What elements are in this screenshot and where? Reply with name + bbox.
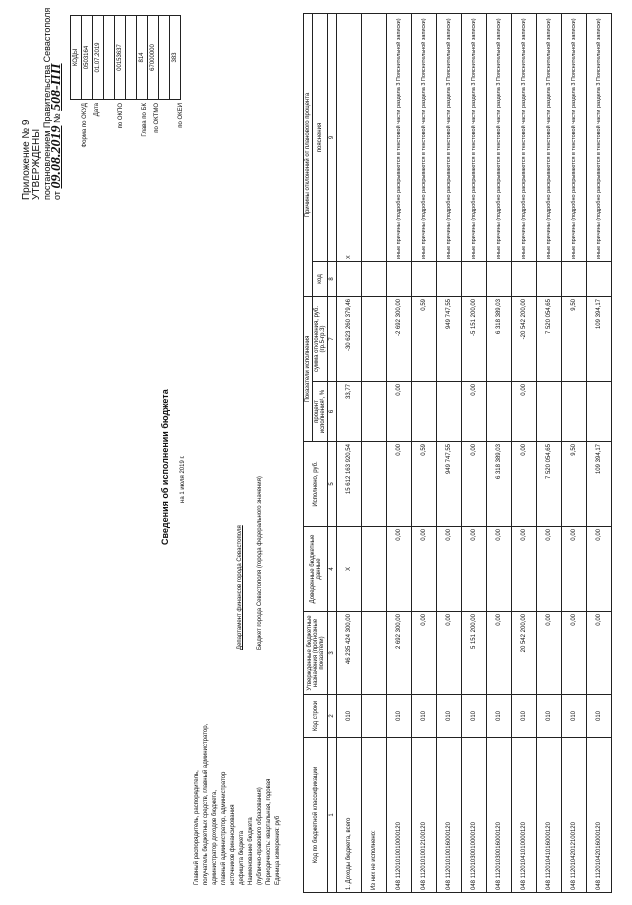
cell-brought: 0,00 xyxy=(587,527,612,612)
column-number: 8 xyxy=(328,262,337,297)
column-number: 9 xyxy=(328,14,337,262)
cell-rexpl: иные причины (подробно раскрываются в текстовой части раздела 3 Пояснительной записки) xyxy=(462,14,487,262)
cell-rcode xyxy=(487,262,512,297)
cell-executed: 949 747,55 xyxy=(437,442,462,527)
cell-brought: 0,00 xyxy=(412,527,437,612)
col-indicators-header: Показатели исполнения xyxy=(304,297,313,442)
cell-code: 048 11201041016000120 xyxy=(537,738,562,893)
cell-dev: 9,50 xyxy=(562,297,587,382)
cell-rexpl: иные причины (подробно раскрываются в текстовой части раздела 3 Пояснительной записки) xyxy=(562,14,587,262)
cell-rcode xyxy=(512,262,537,297)
col-pct-header: процент исполнения¹, % xyxy=(313,382,328,442)
cell-line: 010 xyxy=(437,695,462,738)
cell-rexpl: иные причины (подробно раскрываются в текстовой части раздела 3 Пояснительной записки) xyxy=(537,14,562,262)
column-number: 1 xyxy=(328,738,337,893)
cell-line: 010 xyxy=(512,695,537,738)
cell-approved: 0,00 xyxy=(487,612,512,695)
execution-table xyxy=(303,13,612,893)
cell-rcode xyxy=(437,262,462,297)
cell-dev: 7 520 054,65 xyxy=(537,297,562,382)
code-label: Глава по БК xyxy=(142,103,148,137)
header-label-line: источников финансирования xyxy=(230,804,236,885)
col-brought-header: Доведенные бюджетные данные xyxy=(304,527,328,612)
cell-approved: 46 235 424 300,00 xyxy=(337,612,362,695)
header-label-line: администратор доходов бюджета, xyxy=(212,789,218,885)
cell-rcode xyxy=(412,262,437,297)
cell-approved: 5 151 200,00 xyxy=(462,612,487,695)
cell-brought xyxy=(362,527,387,612)
cell-pct xyxy=(362,382,387,442)
table-row xyxy=(337,14,362,893)
col-executed-header: Исполнено, руб. xyxy=(304,442,328,527)
cell-pct xyxy=(587,382,612,442)
date-prefix: от xyxy=(52,191,62,200)
cell-brought: 0,00 xyxy=(462,527,487,612)
approval-date-line xyxy=(49,8,64,200)
cell-dev: -2 692 300,00 xyxy=(387,297,412,382)
cell-line: 010 xyxy=(337,695,362,738)
document-title: Сведения об исполнении бюджета xyxy=(160,389,170,545)
cell-executed: 0,00 xyxy=(387,442,412,527)
approved-label: УТВЕРЖДЕНЫ xyxy=(31,128,42,200)
table-row xyxy=(587,14,612,893)
cell-pct: 0,00 xyxy=(387,382,412,442)
cell-pct xyxy=(412,382,437,442)
cell-approved: 20 542 200,00 xyxy=(512,612,537,695)
table-row xyxy=(362,14,387,893)
cell-brought: 0,00 xyxy=(562,527,587,612)
col-line-header: Код строки xyxy=(304,695,328,738)
cell-executed xyxy=(362,442,387,527)
cell-line: 010 xyxy=(487,695,512,738)
table-row xyxy=(512,14,537,893)
column-number: 7 xyxy=(328,297,337,382)
col-approved-header: Утвержденные бюджетные назначения (прогнозные показатели) xyxy=(304,612,328,695)
header-label-line: Единица измерения: руб xyxy=(275,815,281,885)
column-number: 4 xyxy=(328,527,337,612)
cell-line: 010 xyxy=(587,695,612,738)
cell-pct xyxy=(537,382,562,442)
cell-brought: 0,00 xyxy=(487,527,512,612)
cell-dev: -30 623 260 379,46 xyxy=(337,297,362,382)
cell-approved: 0,00 xyxy=(412,612,437,695)
cell-rcode xyxy=(337,262,362,297)
col-reasons-header: Причины отклонений от планового процента xyxy=(304,14,313,297)
code-value: 0503164 xyxy=(82,16,93,100)
cell-rexpl: иные причины (подробно раскрываются в текстовой части раздела 3 Пояснительной записки) xyxy=(587,14,612,262)
cell-dev: 6 318 389,03 xyxy=(487,297,512,382)
cell-approved: 0,00 xyxy=(437,612,462,695)
header-label-line: (публично-правового образования) xyxy=(257,787,263,885)
cell-executed: 109 394,17 xyxy=(587,442,612,527)
as-of-date: на 1 июля 2019 г. xyxy=(180,455,186,503)
code-label: Форма по ОКУД xyxy=(82,103,88,148)
table-row xyxy=(487,14,512,893)
col-code-header: Код по бюджетной классификации xyxy=(304,738,328,893)
cell-brought: 0,00 xyxy=(512,527,537,612)
cell-executed: 6 318 389,03 xyxy=(487,442,512,527)
header-label-line: главный администратор, администратор xyxy=(221,771,227,885)
cell-rcode xyxy=(462,262,487,297)
cell-approved: 0,00 xyxy=(587,612,612,695)
cell-pct: 0,00 xyxy=(462,382,487,442)
code-label: по ОКПО xyxy=(118,103,124,129)
cell-code: 048 11201010010000120 xyxy=(387,738,412,893)
col-rcode-header: код xyxy=(313,262,328,297)
cell-code: Из них не исполнено: xyxy=(362,738,387,893)
code-value: 01.07.2019 xyxy=(93,16,104,100)
col-dev-header: сумма отклонения, руб. (гр.5-гр.3) xyxy=(313,297,328,382)
cell-approved: 0,00 xyxy=(537,612,562,695)
cell-executed: 9,50 xyxy=(562,442,587,527)
table-row xyxy=(537,14,562,893)
cell-rcode xyxy=(587,262,612,297)
table-body xyxy=(337,14,612,893)
cell-executed: 0,00 xyxy=(512,442,537,527)
cell-pct xyxy=(562,382,587,442)
cell-pct: 0,00 xyxy=(512,382,537,442)
column-number: 6 xyxy=(328,382,337,442)
cell-pct: 33,77 xyxy=(337,382,362,442)
codes-header: КОДЫ xyxy=(71,16,82,100)
cell-executed: 15 612 163 920,54 xyxy=(337,442,362,527)
approved-by: постановлением Правительства Севастополя xyxy=(42,7,52,200)
cell-rcode xyxy=(387,262,412,297)
cell-line xyxy=(362,695,387,738)
col-rexpl-header: пояснения xyxy=(313,14,328,262)
cell-rexpl: иные причины (подробно раскрываются в текстовой части раздела 3 Пояснительной записки) xyxy=(387,14,412,262)
cell-dev xyxy=(362,297,387,382)
column-number: 3 xyxy=(328,612,337,695)
cell-executed: 0,59 xyxy=(412,442,437,527)
codes-table xyxy=(70,15,181,100)
table-row xyxy=(387,14,412,893)
cell-dev: -5 151 200,00 xyxy=(462,297,487,382)
code-value xyxy=(126,16,137,100)
handwritten-date: 09.08.2019 xyxy=(49,125,64,189)
code-label: Дата xyxy=(94,103,100,117)
cell-rcode xyxy=(562,262,587,297)
cell-line: 010 xyxy=(387,695,412,738)
column-number: 5 xyxy=(328,442,337,527)
cell-rexpl xyxy=(362,14,387,262)
cell-executed: 7 520 054,65 xyxy=(537,442,562,527)
cell-dev: 109 394,17 xyxy=(587,297,612,382)
cell-code: 048 11201010012100120 xyxy=(412,738,437,893)
org-name: Департамент финансов города Севастополя xyxy=(237,525,243,650)
header-label-line: Периодичность: квартальная, годовая xyxy=(266,778,272,885)
cell-code: 1. Доходы бюджета, всего xyxy=(337,738,362,893)
code-value xyxy=(104,16,115,100)
cell-rexpl: иные причины (подробно раскрываются в текстовой части раздела 3 Пояснительной записки) xyxy=(487,14,512,262)
column-number: 2 xyxy=(328,695,337,738)
cell-code: 048 11201030010000120 xyxy=(462,738,487,893)
code-value: 814 xyxy=(137,16,148,100)
cell-pct xyxy=(487,382,512,442)
cell-dev: 0,59 xyxy=(412,297,437,382)
cell-line: 010 xyxy=(537,695,562,738)
header-label-line: Наименование бюджета xyxy=(248,817,254,885)
cell-brought: X xyxy=(337,527,362,612)
cell-rcode xyxy=(537,262,562,297)
cell-code: 048 11201010016000120 xyxy=(437,738,462,893)
code-label: по ОКЕИ xyxy=(178,103,184,128)
cell-approved: 2 692 300,00 xyxy=(387,612,412,695)
header-label-line: получатель бюджетных средств, главный администратор, xyxy=(203,723,209,885)
approval-block xyxy=(22,8,62,200)
table-row xyxy=(437,14,462,893)
cell-rexpl: иные причины (подробно раскрываются в текстовой части раздела 3 Пояснительной записки) xyxy=(437,14,462,262)
cell-brought: 0,00 xyxy=(537,527,562,612)
table-row xyxy=(412,14,437,893)
cell-brought: 0,00 xyxy=(437,527,462,612)
header-label-line: дефицита бюджета xyxy=(239,830,245,885)
table-row xyxy=(562,14,587,893)
cell-executed: 0,00 xyxy=(462,442,487,527)
code-value: 383 xyxy=(170,16,181,100)
cell-approved: 0,00 xyxy=(562,612,587,695)
cell-approved xyxy=(362,612,387,695)
code-value: 67000000 xyxy=(148,16,159,100)
code-value xyxy=(159,16,170,100)
code-label: по ОКТМО xyxy=(154,103,160,133)
handwritten-number: 508-ПП xyxy=(49,63,64,111)
cell-code: 048 11201030016000120 xyxy=(487,738,512,893)
column-numbers-row xyxy=(328,14,337,893)
cell-pct xyxy=(437,382,462,442)
budget-name: Бюджет города Севастополя (города федерального значения) xyxy=(257,476,263,650)
cell-brought: 0,00 xyxy=(387,527,412,612)
cell-code: 048 11201041010000120 xyxy=(512,738,537,893)
cell-rcode xyxy=(362,262,387,297)
cell-dev: -20 542 200,00 xyxy=(512,297,537,382)
cell-line: 010 xyxy=(462,695,487,738)
cell-rexpl: иные причины (подробно раскрываются в текстовой части раздела 3 Пояснительной записки) xyxy=(412,14,437,262)
cell-rexpl: иные причины (подробно раскрываются в текстовой части раздела 3 Пояснительной записки) xyxy=(512,14,537,262)
cell-code: 048 11201042016000120 xyxy=(587,738,612,893)
table-row xyxy=(462,14,487,893)
cell-code: 048 11201042012100120 xyxy=(562,738,587,893)
cell-rexpl: X xyxy=(337,14,362,262)
appendix-label: Приложение № 9 xyxy=(21,119,32,200)
number-prefix: № xyxy=(52,113,62,124)
code-value: 00153637 xyxy=(115,16,126,100)
cell-dev: 949 747,55 xyxy=(437,297,462,382)
cell-line: 010 xyxy=(412,695,437,738)
header-label-line: Главный распорядитель, распорядитель, xyxy=(194,770,200,885)
cell-line: 010 xyxy=(562,695,587,738)
